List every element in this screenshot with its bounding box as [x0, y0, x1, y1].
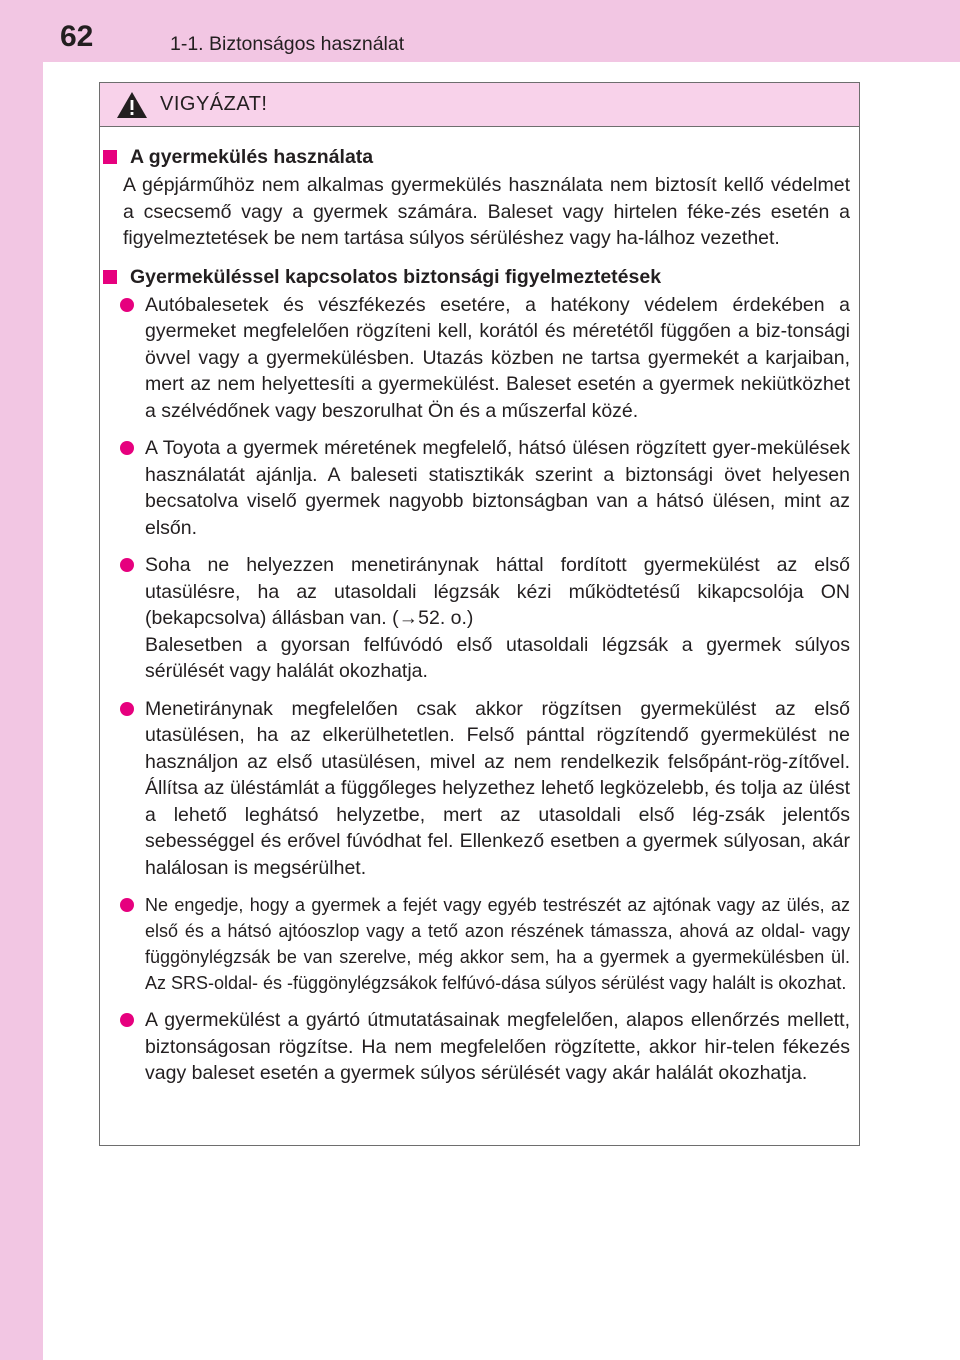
list-item — [100, 892, 858, 996]
square-bullet-icon — [103, 150, 117, 164]
warning-content — [100, 144, 858, 1098]
section-heading-1-text: A gyermekülés használata — [130, 146, 374, 168]
warning-triangle-icon — [116, 91, 148, 119]
list-item-text: Menetiránynak megfelelően csak akkor rögzítsen gyermekülést az első utasülésen, ha az elkerülhetetlen. Felső pánttal rögzítendő gyermekülést ne használjon az első utasülésen, mivel az nem rendelkezik felsőpánt-rög-zítővel. Állítsa az üléstámlát a függőleges helyzethez lehető legközelebb, és tolja az ülést a lehető leghátsó helyzetbe, mert az utasoldali első lég-zsák jelentős sebességgel és erővel fúvódhat fel. Ellenkező esetben a gyermek súlyosan, akár halálosan is megsérülhet. — [145, 697, 850, 879]
warning-box — [99, 82, 860, 1146]
page-number: 62 — [60, 20, 94, 53]
square-bullet-icon — [103, 270, 117, 284]
round-bullet-icon — [120, 1013, 134, 1027]
list-item-text: A Toyota a gyermek méretének megfelelő, hátsó ülésen rögzített gyer-mekülések használatát ajánlja. A baleseti statisztikák szerint a biztonsági övet helyesen becsatolva viselő gyermek nagyobb biztonságban van a hátsó ülésen, mint az elsőn. — [145, 437, 850, 539]
list-item-text: Autóbalesetek és vészfékezés esetére, a hatékony védelem érdekében a gyermeket megfelelően rögzíteni kell, korától és méretétől függően a biz-tonsági övvel vagy a gyermekülésben. Utazás közben ne tartsa gyermekét a karjaiban, mert az nem helyettesíti a gyermekülést. Baleset esetén a gyermek nekiütközhet a szélvédőnek vagy beszorulhat Ön és a műszerfal közé. — [145, 293, 850, 422]
list-item — [100, 552, 858, 685]
section-heading-2 — [100, 264, 858, 290]
section-1-paragraph: A gépjárműhöz nem alkalmas gyermekülés használata nem biztosít kellő védelmet a csecsemő vagy a gyermek számára. Baleset vagy hirtelen féke-zés esetén a figyelmeztetések be nem tartása súlyos sérüléshez vagy ha-lálhoz vezethet. — [123, 174, 850, 249]
round-bullet-icon — [120, 298, 134, 312]
round-bullet-icon — [120, 702, 134, 716]
section-title: 1-1. Biztonságos használat — [170, 33, 405, 55]
list-item — [100, 435, 858, 541]
list-item-text: Soha ne helyezzen menetiránynak háttal fordított gyermekülést az első utasülésre, ha az utasoldali légzsák kézi működtetésű kikapcsolója ON (bekapcsolva) állásban van. (→52. o.) — [145, 554, 850, 629]
section-heading-1 — [100, 144, 858, 170]
list-item — [100, 1007, 858, 1087]
side-tab-band — [0, 0, 43, 1360]
list-item — [100, 696, 858, 882]
list-item-text-continued: Balesetben a gyorsan felfúvódó első utasoldali légzsák a gyermek súlyos sérülését vagy halálát okozhatja. — [145, 633, 850, 682]
header-bar — [0, 0, 960, 62]
round-bullet-icon — [120, 898, 134, 912]
round-bullet-icon — [120, 441, 134, 455]
round-bullet-icon — [120, 558, 134, 572]
list-item-text: A gyermekülést a gyártó útmutatásainak megfelelően, alapos ellenőrzés mellett, biztonságosan rögzítse. Ha nem megfelelően rögzítette, akkor hir-telen fékezés vagy baleset esetén a gyermek súlyos sérülését vagy akár halálát okozhatja. — [145, 1009, 850, 1084]
list-item — [100, 292, 858, 425]
warning-label: VIGYÁZAT! — [160, 93, 268, 115]
warning-header — [100, 83, 859, 127]
section-heading-2-text: Gyermeküléssel kapcsolatos biztonsági figyelmeztetések — [130, 265, 662, 288]
list-item-text: Ne engedje, hogy a gyermek a fejét vagy egyéb testrészét az ajtónak vagy az ülés, az első és a hátsó ajtóoszlop vagy a tető azon részének támassza, ahová az oldal- vagy függönylégzsák be van szerelve, még akkor sem, ha a gyermek a gyermekülésben ül. Az SRS-oldal- és -függönylégzsákok felfúvó-dása súlyos sérülést vagy halált is okozhat. — [145, 895, 850, 993]
